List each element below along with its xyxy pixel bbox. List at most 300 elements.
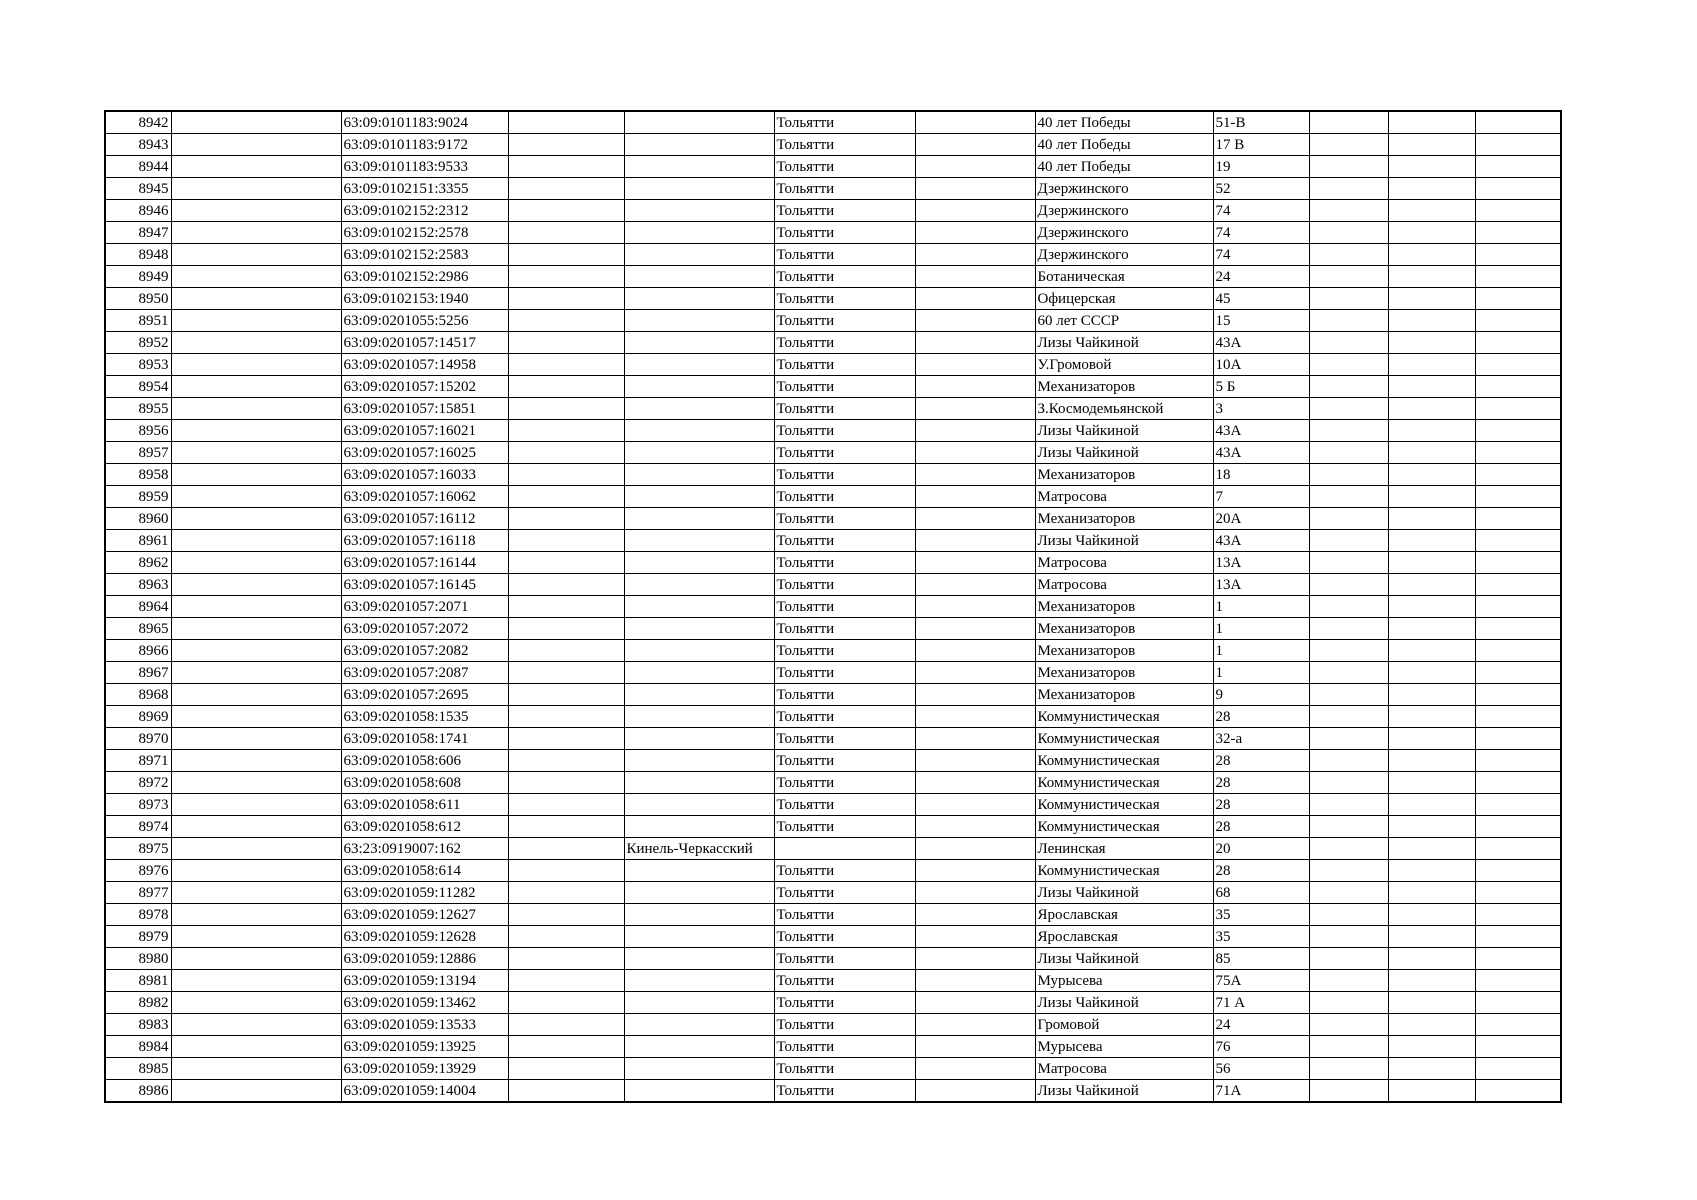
blank-cell [1309,750,1388,772]
blank-cell [508,882,624,904]
cadastral-number-cell: 63:09:0201057:16144 [341,552,508,574]
cadastral-number-cell: 63:09:0201058:612 [341,816,508,838]
city-cell: Тольятти [774,794,915,816]
blank-cell [171,574,341,596]
street-cell: Ботаническая [1035,266,1213,288]
table-row [105,486,1561,508]
cadastral-number-cell: 63:09:0201059:12627 [341,904,508,926]
row-number-cell: 8953 [105,354,171,376]
city-cell: Тольятти [774,662,915,684]
blank-cell [1388,728,1475,750]
blank-cell [915,288,1035,310]
blank-cell [1309,992,1388,1014]
street-cell: Офицерская [1035,288,1213,310]
district-cell: Кинель-Черкасский [624,838,774,860]
street-cell: Лизы Чайкиной [1035,530,1213,552]
district-cell [624,266,774,288]
blank-cell [1388,684,1475,706]
blank-cell [1388,772,1475,794]
city-cell: Тольятти [774,640,915,662]
row-number-cell: 8966 [105,640,171,662]
street-cell: Ленинская [1035,838,1213,860]
blank-cell [1475,442,1561,464]
blank-cell [171,376,341,398]
blank-cell [1309,420,1388,442]
house-number-cell: 28 [1213,750,1309,772]
row-number-cell: 8942 [105,111,171,134]
blank-cell [508,1058,624,1080]
blank-cell [1309,728,1388,750]
blank-cell [171,288,341,310]
blank-cell [1388,442,1475,464]
blank-cell [915,332,1035,354]
street-cell: Коммунистическая [1035,772,1213,794]
row-number-cell: 8978 [105,904,171,926]
blank-cell [1475,816,1561,838]
blank-cell [508,596,624,618]
blank-cell [1309,1014,1388,1036]
registry-body [105,111,1561,1102]
table-row [105,111,1561,134]
blank-cell [171,442,341,464]
table-row [105,530,1561,552]
blank-cell [1475,266,1561,288]
blank-cell [171,398,341,420]
blank-cell [508,354,624,376]
blank-cell [508,310,624,332]
district-cell [624,970,774,992]
blank-cell [1388,552,1475,574]
table-row [105,970,1561,992]
street-cell: Ярославская [1035,904,1213,926]
blank-cell [171,200,341,222]
blank-cell [915,860,1035,882]
blank-cell [1475,1036,1561,1058]
street-cell: Лизы Чайкиной [1035,882,1213,904]
table-row [105,552,1561,574]
blank-cell [1309,354,1388,376]
city-cell: Тольятти [774,860,915,882]
blank-cell [508,222,624,244]
cadastral-number-cell: 63:09:0201059:13925 [341,1036,508,1058]
street-cell: Громовой [1035,1014,1213,1036]
row-number-cell: 8956 [105,420,171,442]
street-cell: Механизаторов [1035,508,1213,530]
house-number-cell: 28 [1213,860,1309,882]
street-cell: Дзержинского [1035,178,1213,200]
table-row [105,882,1561,904]
cadastral-number-cell: 63:09:0201057:2082 [341,640,508,662]
district-cell [624,750,774,772]
city-cell: Тольятти [774,750,915,772]
blank-cell [508,750,624,772]
blank-cell [171,134,341,156]
blank-cell [915,200,1035,222]
blank-cell [171,728,341,750]
city-cell [774,838,915,860]
cadastral-number-cell: 63:09:0201058:1741 [341,728,508,750]
district-cell [624,728,774,750]
blank-cell [171,838,341,860]
house-number-cell: 28 [1213,772,1309,794]
blank-cell [1388,904,1475,926]
district-cell [624,310,774,332]
cadastral-number-cell: 63:09:0201059:13194 [341,970,508,992]
street-cell: Механизаторов [1035,618,1213,640]
city-cell: Тольятти [774,178,915,200]
cadastral-number-cell: 63:09:0201059:13462 [341,992,508,1014]
blank-cell [1475,794,1561,816]
blank-cell [1309,244,1388,266]
blank-cell [915,706,1035,728]
street-cell: 60 лет СССР [1035,310,1213,332]
row-number-cell: 8983 [105,1014,171,1036]
blank-cell [1309,574,1388,596]
table-row [105,750,1561,772]
district-cell [624,244,774,266]
blank-cell [508,574,624,596]
house-number-cell: 1 [1213,596,1309,618]
blank-cell [171,706,341,728]
row-number-cell: 8961 [105,530,171,552]
street-cell: Лизы Чайкиной [1035,442,1213,464]
blank-cell [915,838,1035,860]
table-row [105,398,1561,420]
blank-cell [1475,838,1561,860]
district-cell [624,288,774,310]
house-number-cell: 32-а [1213,728,1309,750]
blank-cell [1309,618,1388,640]
blank-cell [1388,882,1475,904]
district-cell [624,684,774,706]
cadastral-number-cell: 63:09:0101183:9533 [341,156,508,178]
blank-cell [1309,662,1388,684]
blank-cell [1388,1080,1475,1103]
house-number-cell: 24 [1213,266,1309,288]
blank-cell [171,486,341,508]
blank-cell [1475,1058,1561,1080]
blank-cell [915,816,1035,838]
house-number-cell: 35 [1213,926,1309,948]
city-cell: Тольятти [774,486,915,508]
blank-cell [915,376,1035,398]
blank-cell [508,420,624,442]
house-number-cell: 28 [1213,816,1309,838]
district-cell [624,111,774,134]
street-cell: Матросова [1035,1058,1213,1080]
blank-cell [1475,552,1561,574]
blank-cell [171,948,341,970]
cadastral-number-cell: 63:09:0201058:608 [341,772,508,794]
blank-cell [1475,222,1561,244]
table-row [105,1014,1561,1036]
row-number-cell: 8973 [105,794,171,816]
street-cell: Механизаторов [1035,684,1213,706]
row-number-cell: 8981 [105,970,171,992]
row-number-cell: 8960 [105,508,171,530]
cadastral-number-cell: 63:09:0201059:11282 [341,882,508,904]
house-number-cell: 17 В [1213,134,1309,156]
blank-cell [1309,772,1388,794]
district-cell [624,1080,774,1103]
street-cell: Коммунистическая [1035,750,1213,772]
table-row [105,904,1561,926]
blank-cell [1388,948,1475,970]
row-number-cell: 8975 [105,838,171,860]
blank-cell [1388,1014,1475,1036]
row-number-cell: 8962 [105,552,171,574]
district-cell [624,530,774,552]
district-cell [624,156,774,178]
house-number-cell: 56 [1213,1058,1309,1080]
house-number-cell: 71 А [1213,992,1309,1014]
blank-cell [1388,288,1475,310]
city-cell: Тольятти [774,244,915,266]
cadastral-number-cell: 63:09:0201057:16021 [341,420,508,442]
blank-cell [508,508,624,530]
city-cell: Тольятти [774,970,915,992]
row-number-cell: 8979 [105,926,171,948]
blank-cell [1309,266,1388,288]
blank-cell [1388,1036,1475,1058]
house-number-cell: 43А [1213,332,1309,354]
blank-cell [915,354,1035,376]
blank-cell [915,156,1035,178]
district-cell [624,1014,774,1036]
blank-cell [915,398,1035,420]
house-number-cell: 7 [1213,486,1309,508]
table-row [105,178,1561,200]
blank-cell [1388,816,1475,838]
blank-cell [1309,486,1388,508]
table-row [105,200,1561,222]
blank-cell [171,552,341,574]
cadastral-number-cell: 63:09:0201057:15851 [341,398,508,420]
district-cell [624,816,774,838]
blank-cell [1309,904,1388,926]
blank-cell [1309,882,1388,904]
street-cell: Матросова [1035,486,1213,508]
blank-cell [1475,464,1561,486]
blank-cell [915,882,1035,904]
district-cell [624,1036,774,1058]
blank-cell [171,530,341,552]
blank-cell [1309,1080,1388,1103]
blank-cell [915,926,1035,948]
blank-cell [171,111,341,134]
blank-cell [508,904,624,926]
row-number-cell: 8971 [105,750,171,772]
blank-cell [508,486,624,508]
row-number-cell: 8949 [105,266,171,288]
district-cell [624,420,774,442]
blank-cell [508,111,624,134]
blank-cell [508,640,624,662]
district-cell [624,134,774,156]
district-cell [624,904,774,926]
blank-cell [915,178,1035,200]
table-row [105,464,1561,486]
blank-cell [1388,244,1475,266]
city-cell: Тольятти [774,156,915,178]
district-cell [624,464,774,486]
row-number-cell: 8984 [105,1036,171,1058]
city-cell: Тольятти [774,464,915,486]
blank-cell [1475,596,1561,618]
blank-cell [508,926,624,948]
blank-cell [915,486,1035,508]
street-cell: Матросова [1035,574,1213,596]
row-number-cell: 8974 [105,816,171,838]
house-number-cell: 13А [1213,552,1309,574]
blank-cell [508,662,624,684]
street-cell: Механизаторов [1035,662,1213,684]
city-cell: Тольятти [774,574,915,596]
blank-cell [508,266,624,288]
row-number-cell: 8957 [105,442,171,464]
blank-cell [1388,486,1475,508]
table-row [105,794,1561,816]
city-cell: Тольятти [774,398,915,420]
blank-cell [171,640,341,662]
blank-cell [171,332,341,354]
house-number-cell: 43А [1213,442,1309,464]
blank-cell [1309,200,1388,222]
row-number-cell: 8967 [105,662,171,684]
blank-cell [1475,332,1561,354]
row-number-cell: 8968 [105,684,171,706]
table-row [105,728,1561,750]
table-row [105,816,1561,838]
blank-cell [1475,178,1561,200]
city-cell: Тольятти [774,1080,915,1103]
city-cell: Тольятти [774,1058,915,1080]
blank-cell [915,134,1035,156]
blank-cell [1309,640,1388,662]
blank-cell [171,662,341,684]
blank-cell [508,464,624,486]
street-cell: Дзержинского [1035,244,1213,266]
house-number-cell: 74 [1213,244,1309,266]
table-row [105,1058,1561,1080]
district-cell [624,442,774,464]
blank-cell [171,992,341,1014]
blank-cell [1388,1058,1475,1080]
blank-cell [171,1058,341,1080]
city-cell: Тольятти [774,816,915,838]
house-number-cell: 52 [1213,178,1309,200]
row-number-cell: 8964 [105,596,171,618]
street-cell: 40 лет Победы [1035,156,1213,178]
cadastral-number-cell: 63:09:0102151:3355 [341,178,508,200]
blank-cell [915,794,1035,816]
house-number-cell: 1 [1213,640,1309,662]
blank-cell [171,310,341,332]
street-cell: Коммунистическая [1035,816,1213,838]
blank-cell [1309,684,1388,706]
city-cell: Тольятти [774,288,915,310]
blank-cell [1388,706,1475,728]
blank-cell [1475,750,1561,772]
blank-cell [1475,1080,1561,1103]
blank-cell [915,596,1035,618]
table-row [105,948,1561,970]
registry-sheet [104,110,1562,1103]
city-cell: Тольятти [774,618,915,640]
blank-cell [171,1014,341,1036]
blank-cell [1309,464,1388,486]
cadastral-number-cell: 63:09:0201059:12628 [341,926,508,948]
table-row [105,442,1561,464]
blank-cell [508,728,624,750]
house-number-cell: 3 [1213,398,1309,420]
cadastral-number-cell: 63:09:0102153:1940 [341,288,508,310]
blank-cell [1309,178,1388,200]
city-cell: Тольятти [774,596,915,618]
district-cell [624,332,774,354]
blank-cell [171,816,341,838]
blank-cell [915,1058,1035,1080]
blank-cell [1388,860,1475,882]
house-number-cell: 28 [1213,706,1309,728]
house-number-cell: 1 [1213,618,1309,640]
blank-cell [915,111,1035,134]
row-number-cell: 8946 [105,200,171,222]
row-number-cell: 8965 [105,618,171,640]
house-number-cell: 9 [1213,684,1309,706]
cadastral-number-cell: 63:09:0201057:16062 [341,486,508,508]
blank-cell [171,750,341,772]
blank-cell [1475,992,1561,1014]
street-cell: Механизаторов [1035,640,1213,662]
cadastral-number-cell: 63:09:0201059:14004 [341,1080,508,1103]
cadastral-number-cell: 63:23:0919007:162 [341,838,508,860]
table-row [105,288,1561,310]
blank-cell [508,288,624,310]
city-cell: Тольятти [774,948,915,970]
cadastral-number-cell: 63:09:0201055:5256 [341,310,508,332]
cadastral-number-cell: 63:09:0201057:16118 [341,530,508,552]
blank-cell [1388,992,1475,1014]
row-number-cell: 8952 [105,332,171,354]
blank-cell [915,266,1035,288]
blank-cell [1475,970,1561,992]
blank-cell [1475,904,1561,926]
table-row [105,772,1561,794]
blank-cell [915,508,1035,530]
blank-cell [1309,111,1388,134]
row-number-cell: 8986 [105,1080,171,1103]
row-number-cell: 8985 [105,1058,171,1080]
blank-cell [1388,838,1475,860]
house-number-cell: 76 [1213,1036,1309,1058]
city-cell: Тольятти [774,1014,915,1036]
blank-cell [508,1036,624,1058]
cadastral-number-cell: 63:09:0201057:2695 [341,684,508,706]
city-cell: Тольятти [774,552,915,574]
street-cell: 40 лет Победы [1035,111,1213,134]
city-cell: Тольятти [774,376,915,398]
street-cell: Лизы Чайкиной [1035,948,1213,970]
house-number-cell: 5 Б [1213,376,1309,398]
blank-cell [915,904,1035,926]
blank-cell [1475,684,1561,706]
blank-cell [915,750,1035,772]
cadastral-number-cell: 63:09:0201058:606 [341,750,508,772]
blank-cell [1388,530,1475,552]
blank-cell [1388,134,1475,156]
district-cell [624,398,774,420]
